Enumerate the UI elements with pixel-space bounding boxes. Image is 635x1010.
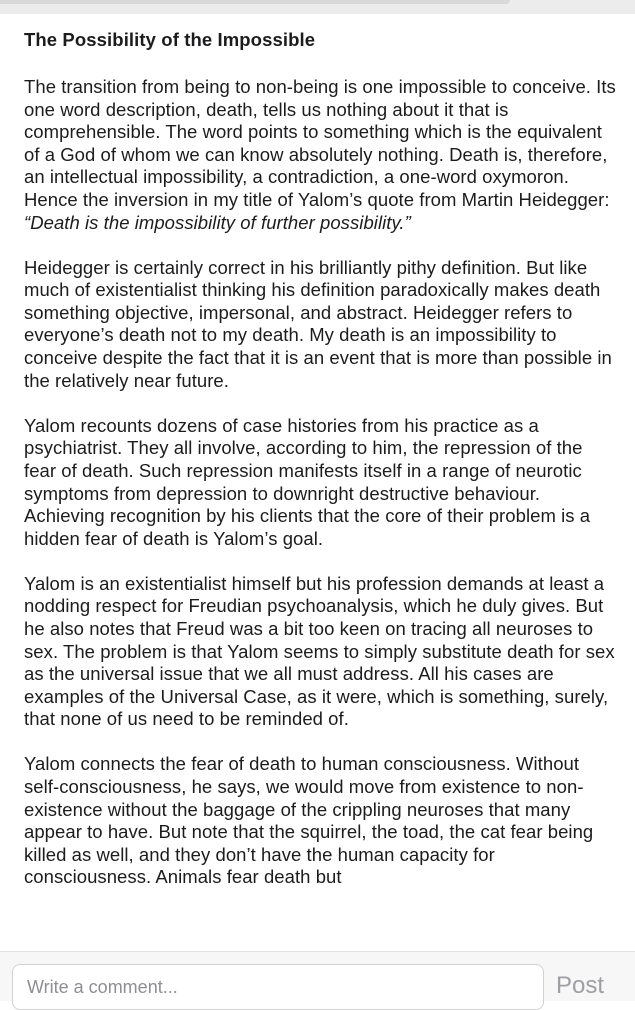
article-paragraph-3: Yalom recounts dozens of case histories from his practice as a psychiatrist. They all involve, according to him, the repression of the fear of death. Such repression manifests itself in a range of neurotic symptoms from depression to downright destructive behaviour. Achieving recognition by his clients that the core of their problem is a hidden fear of death is Yalom’s goal. (24, 414, 591, 549)
article-paragraph-1 (24, 76, 616, 234)
article-paragraph-2: Heidegger is certainly correct in his brilliantly pithy definition. But like much of existentialist thinking his definition paradoxically makes death something objective, impersonal, and abstract. Heidegger refers to everyone’s death not to my death. My death is an impossibility to conceive despite the fact that it is an event that is more than possible in the relatively near future. (24, 256, 612, 391)
post-button[interactable]: Post (556, 966, 628, 1006)
top-sheet-edge (0, 0, 635, 14)
article-paragraph-5: Yalom connects the fear of death to human consciousness. Without self-consciousness, he says, we would move from existence to non-existence without the baggage of the crippling neuroses that many appear to have. But note that the squirrel, the toad, the cat fear being killed as well, and they don’t have the human capacity for consciousness. Animals fear death but (24, 753, 594, 888)
sheet-handle (0, 0, 510, 4)
heidegger-quote: “Death is the impossibility of further possibility.” (24, 211, 411, 233)
comment-input[interactable] (12, 964, 544, 1010)
article-paragraph-4: Yalom is an existentialist himself but his profession demands at least a nodding respect for Freudian psychoanalysis, which he duly gives. But he also notes that Freud was a bit too keen on tracing all neuroses to sex. The problem is that Yalom seems to simply substitute death for sex as the universal issue that we all must address. All his cases are examples of the Universal Case, as it were, which is something, surely, that none of us need to be reminded of. (24, 572, 615, 730)
review-article (24, 28, 616, 950)
article-title: The Possibility of the Impossible (24, 29, 316, 50)
paragraph-1-text: The transition from being to non-being is one impossible to conceive. Its one word description, death, tells us nothing about it that is comprehensible. The word points to something which is the equivalent of a God of whom we can know absolutely nothing. Death is, therefore, an intellectual impossibility, a contradiction, a one-word oxymoron. Hence the inversion in my title of Yalom’s quote from Martin Heidegger: (24, 76, 616, 210)
comment-bar (0, 951, 635, 1001)
